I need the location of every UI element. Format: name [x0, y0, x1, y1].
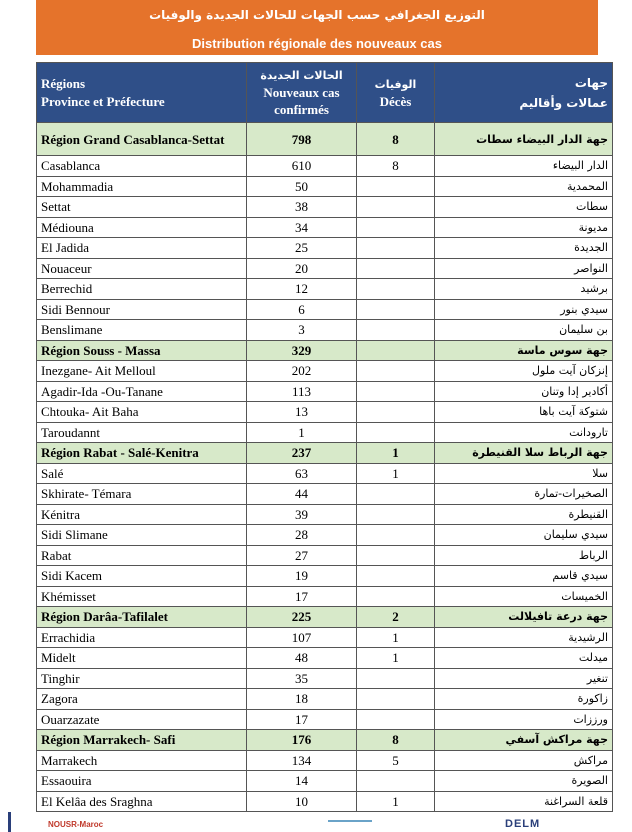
deaths-cell [357, 197, 435, 218]
cases-cell: 50 [247, 176, 357, 197]
cases-cell: 12 [247, 279, 357, 300]
name-cell: Rabat [37, 545, 247, 566]
province-row [37, 258, 613, 279]
arabic-name-cell: بن سليمان [435, 320, 613, 341]
name-cell: Taroudannt [37, 422, 247, 443]
title-banner [36, 0, 598, 55]
deaths-cell: 2 [357, 607, 435, 628]
cases-cell: 44 [247, 484, 357, 505]
name-cell: Casablanca [37, 156, 247, 177]
header-deaths [357, 63, 435, 123]
arabic-name-cell: تارودانت [435, 422, 613, 443]
cases-cell: 19 [247, 566, 357, 587]
province-row [37, 668, 613, 689]
arabic-name-cell: جهة الرباط سلا القنيطرة [435, 443, 613, 464]
name-cell: Tinghir [37, 668, 247, 689]
deaths-cell [357, 586, 435, 607]
arabic-name-cell: أكادير إدا وتنان [435, 381, 613, 402]
header-cases [247, 63, 357, 123]
region-row [37, 340, 613, 361]
province-row [37, 709, 613, 730]
arabic-name-cell: قلعة السراغنة [435, 791, 613, 812]
region-row [37, 730, 613, 751]
header-arabic-line2: عمالات وأقاليم [519, 95, 608, 110]
arabic-name-cell: الصخيرات-تمارة [435, 484, 613, 505]
name-cell: Errachidia [37, 627, 247, 648]
province-row [37, 791, 613, 812]
cases-cell: 3 [247, 320, 357, 341]
cases-cell: 20 [247, 258, 357, 279]
arabic-name-cell: شتوكة آيت باها [435, 402, 613, 423]
deaths-cell [357, 545, 435, 566]
cases-cell: 329 [247, 340, 357, 361]
header-arabic-regions [435, 63, 613, 123]
province-row [37, 299, 613, 320]
deaths-cell [357, 299, 435, 320]
province-row [37, 197, 613, 218]
province-row [37, 320, 613, 341]
name-cell: El Jadida [37, 238, 247, 259]
region-row [37, 123, 613, 156]
arabic-name-cell: جهة الدار البيضاء سطات [435, 123, 613, 156]
deaths-cell [357, 668, 435, 689]
name-cell: Benslimane [37, 320, 247, 341]
province-row [37, 648, 613, 669]
header-regions-line2: Province et Préfecture [41, 93, 165, 109]
table-header [37, 63, 613, 123]
name-cell: Zagora [37, 689, 247, 710]
deaths-cell [357, 709, 435, 730]
header-cases-line1: Nouveaux cas [263, 85, 340, 100]
name-cell: Région Rabat - Salé-Kenitra [37, 443, 247, 464]
deaths-cell [357, 689, 435, 710]
header-arabic-line1: جهات [574, 75, 608, 90]
arabic-name-cell: برشيد [435, 279, 613, 300]
province-row [37, 422, 613, 443]
name-cell: Settat [37, 197, 247, 218]
deaths-cell [357, 340, 435, 361]
cases-cell: 798 [247, 123, 357, 156]
deaths-cell: 5 [357, 750, 435, 771]
deaths-cell [357, 238, 435, 259]
arabic-name-cell: الرشيدية [435, 627, 613, 648]
cases-cell: 39 [247, 504, 357, 525]
regional-cases-table [36, 62, 613, 812]
arabic-name-cell: جهة مراكش آسفي [435, 730, 613, 751]
arabic-name-cell: الخميسات [435, 586, 613, 607]
province-row [37, 217, 613, 238]
cases-cell: 107 [247, 627, 357, 648]
name-cell: Agadir-Ida -Ou-Tanane [37, 381, 247, 402]
cases-cell: 202 [247, 361, 357, 382]
province-row [37, 463, 613, 484]
arabic-name-cell: إنزكان آيت ملول [435, 361, 613, 382]
cases-cell: 63 [247, 463, 357, 484]
province-row [37, 689, 613, 710]
province-row [37, 750, 613, 771]
province-row [37, 484, 613, 505]
name-cell: Khémisset [37, 586, 247, 607]
cases-cell: 237 [247, 443, 357, 464]
deaths-cell [357, 484, 435, 505]
deaths-cell: 1 [357, 443, 435, 464]
deaths-cell [357, 381, 435, 402]
arabic-name-cell: سيدي قاسم [435, 566, 613, 587]
deaths-cell: 8 [357, 123, 435, 156]
arabic-name-cell: مديونة [435, 217, 613, 238]
deaths-cell: 1 [357, 463, 435, 484]
province-row [37, 545, 613, 566]
province-row [37, 566, 613, 587]
name-cell: Sidi Kacem [37, 566, 247, 587]
cases-cell: 25 [247, 238, 357, 259]
arabic-name-cell: زاكورة [435, 689, 613, 710]
cases-cell: 14 [247, 771, 357, 792]
province-row [37, 402, 613, 423]
arabic-name-cell: جهة درعة تافيلالت [435, 607, 613, 628]
arabic-name-cell: ميدلت [435, 648, 613, 669]
cases-cell: 610 [247, 156, 357, 177]
deaths-cell [357, 771, 435, 792]
cases-cell: 17 [247, 586, 357, 607]
arabic-name-cell: سلا [435, 463, 613, 484]
name-cell: Berrechid [37, 279, 247, 300]
logo-middle [328, 820, 372, 832]
cases-cell: 48 [247, 648, 357, 669]
deaths-cell [357, 402, 435, 423]
province-row [37, 627, 613, 648]
deaths-cell [357, 176, 435, 197]
header-deaths-arabic: الوفيات [374, 77, 417, 91]
name-cell: Ouarzazate [37, 709, 247, 730]
arabic-name-cell: النواصر [435, 258, 613, 279]
name-cell: Midelt [37, 648, 247, 669]
logo-nousr: NOUSR-Maroc [48, 820, 104, 829]
deaths-cell: 1 [357, 627, 435, 648]
deaths-cell: 8 [357, 156, 435, 177]
arabic-name-cell: الجديدة [435, 238, 613, 259]
province-row [37, 238, 613, 259]
name-cell: Sidi Bennour [37, 299, 247, 320]
arabic-name-cell: سيدي سليمان [435, 525, 613, 546]
table-body [37, 123, 613, 812]
logo-delm: DELM [505, 818, 541, 830]
arabic-name-cell: ورززات [435, 709, 613, 730]
title-french: Distribution régionale des nouveaux cas [192, 36, 442, 51]
name-cell: Nouaceur [37, 258, 247, 279]
cases-cell: 176 [247, 730, 357, 751]
header-regions [37, 63, 247, 123]
header-cases-arabic: الحالات الجديدة [260, 69, 343, 82]
cases-cell: 225 [247, 607, 357, 628]
header-cases-line2: confirmés [274, 102, 329, 117]
cases-cell: 18 [247, 689, 357, 710]
arabic-name-cell: المحمدية [435, 176, 613, 197]
cases-cell: 35 [247, 668, 357, 689]
cases-cell: 27 [247, 545, 357, 566]
province-row [37, 586, 613, 607]
footer-mark [8, 812, 37, 832]
name-cell: El Kelâa des Sraghna [37, 791, 247, 812]
arabic-name-cell: جهة سوس ماسة [435, 340, 613, 361]
name-cell: Région Marrakech- Safi [37, 730, 247, 751]
cases-cell: 38 [247, 197, 357, 218]
province-row [37, 381, 613, 402]
arabic-name-cell: الصويرة [435, 771, 613, 792]
deaths-cell [357, 525, 435, 546]
deaths-cell [357, 279, 435, 300]
arabic-name-cell: سيدي بنور [435, 299, 613, 320]
deaths-cell [357, 258, 435, 279]
deaths-cell [357, 361, 435, 382]
province-row [37, 504, 613, 525]
province-row [37, 771, 613, 792]
deaths-cell: 1 [357, 648, 435, 669]
name-cell: Région Darâa-Tafilalet [37, 607, 247, 628]
cases-cell: 6 [247, 299, 357, 320]
province-row [37, 279, 613, 300]
header-deaths-french: Décès [379, 93, 412, 109]
arabic-name-cell: الرباط [435, 545, 613, 566]
name-cell: Kénitra [37, 504, 247, 525]
cases-cell: 134 [247, 750, 357, 771]
deaths-cell: 8 [357, 730, 435, 751]
province-row [37, 525, 613, 546]
arabic-name-cell: مراكش [435, 750, 613, 771]
deaths-cell [357, 566, 435, 587]
deaths-cell [357, 422, 435, 443]
cases-cell: 17 [247, 709, 357, 730]
cases-cell: 113 [247, 381, 357, 402]
name-cell: Médiouna [37, 217, 247, 238]
name-cell: Salé [37, 463, 247, 484]
deaths-cell [357, 217, 435, 238]
province-row [37, 156, 613, 177]
name-cell: Région Souss - Massa [37, 340, 247, 361]
region-row [37, 443, 613, 464]
deaths-cell [357, 320, 435, 341]
name-cell: Sidi Slimane [37, 525, 247, 546]
arabic-name-cell: الدار البيضاء [435, 156, 613, 177]
deaths-cell [357, 504, 435, 525]
arabic-name-cell: القنيطرة [435, 504, 613, 525]
name-cell: Région Grand Casablanca-Settat [37, 123, 247, 156]
name-cell: Skhirate- Témara [37, 484, 247, 505]
province-row [37, 176, 613, 197]
name-cell: Inezgane- Ait Melloul [37, 361, 247, 382]
cases-cell: 1 [247, 422, 357, 443]
cases-cell: 10 [247, 791, 357, 812]
cases-cell: 13 [247, 402, 357, 423]
header-regions-line1: Régions [41, 75, 86, 91]
deaths-cell: 1 [357, 791, 435, 812]
arabic-name-cell: تنغير [435, 668, 613, 689]
name-cell: Mohammadia [37, 176, 247, 197]
name-cell: Marrakech [37, 750, 247, 771]
name-cell: Essaouira [37, 771, 247, 792]
cases-cell: 34 [247, 217, 357, 238]
arabic-name-cell: سطات [435, 197, 613, 218]
province-row [37, 361, 613, 382]
cases-cell: 28 [247, 525, 357, 546]
name-cell: Chtouka- Ait Baha [37, 402, 247, 423]
title-arabic: التوزيع الجغرافي حسب الجهات للحالات الجديدة والوفيات [149, 8, 485, 22]
region-row [37, 607, 613, 628]
